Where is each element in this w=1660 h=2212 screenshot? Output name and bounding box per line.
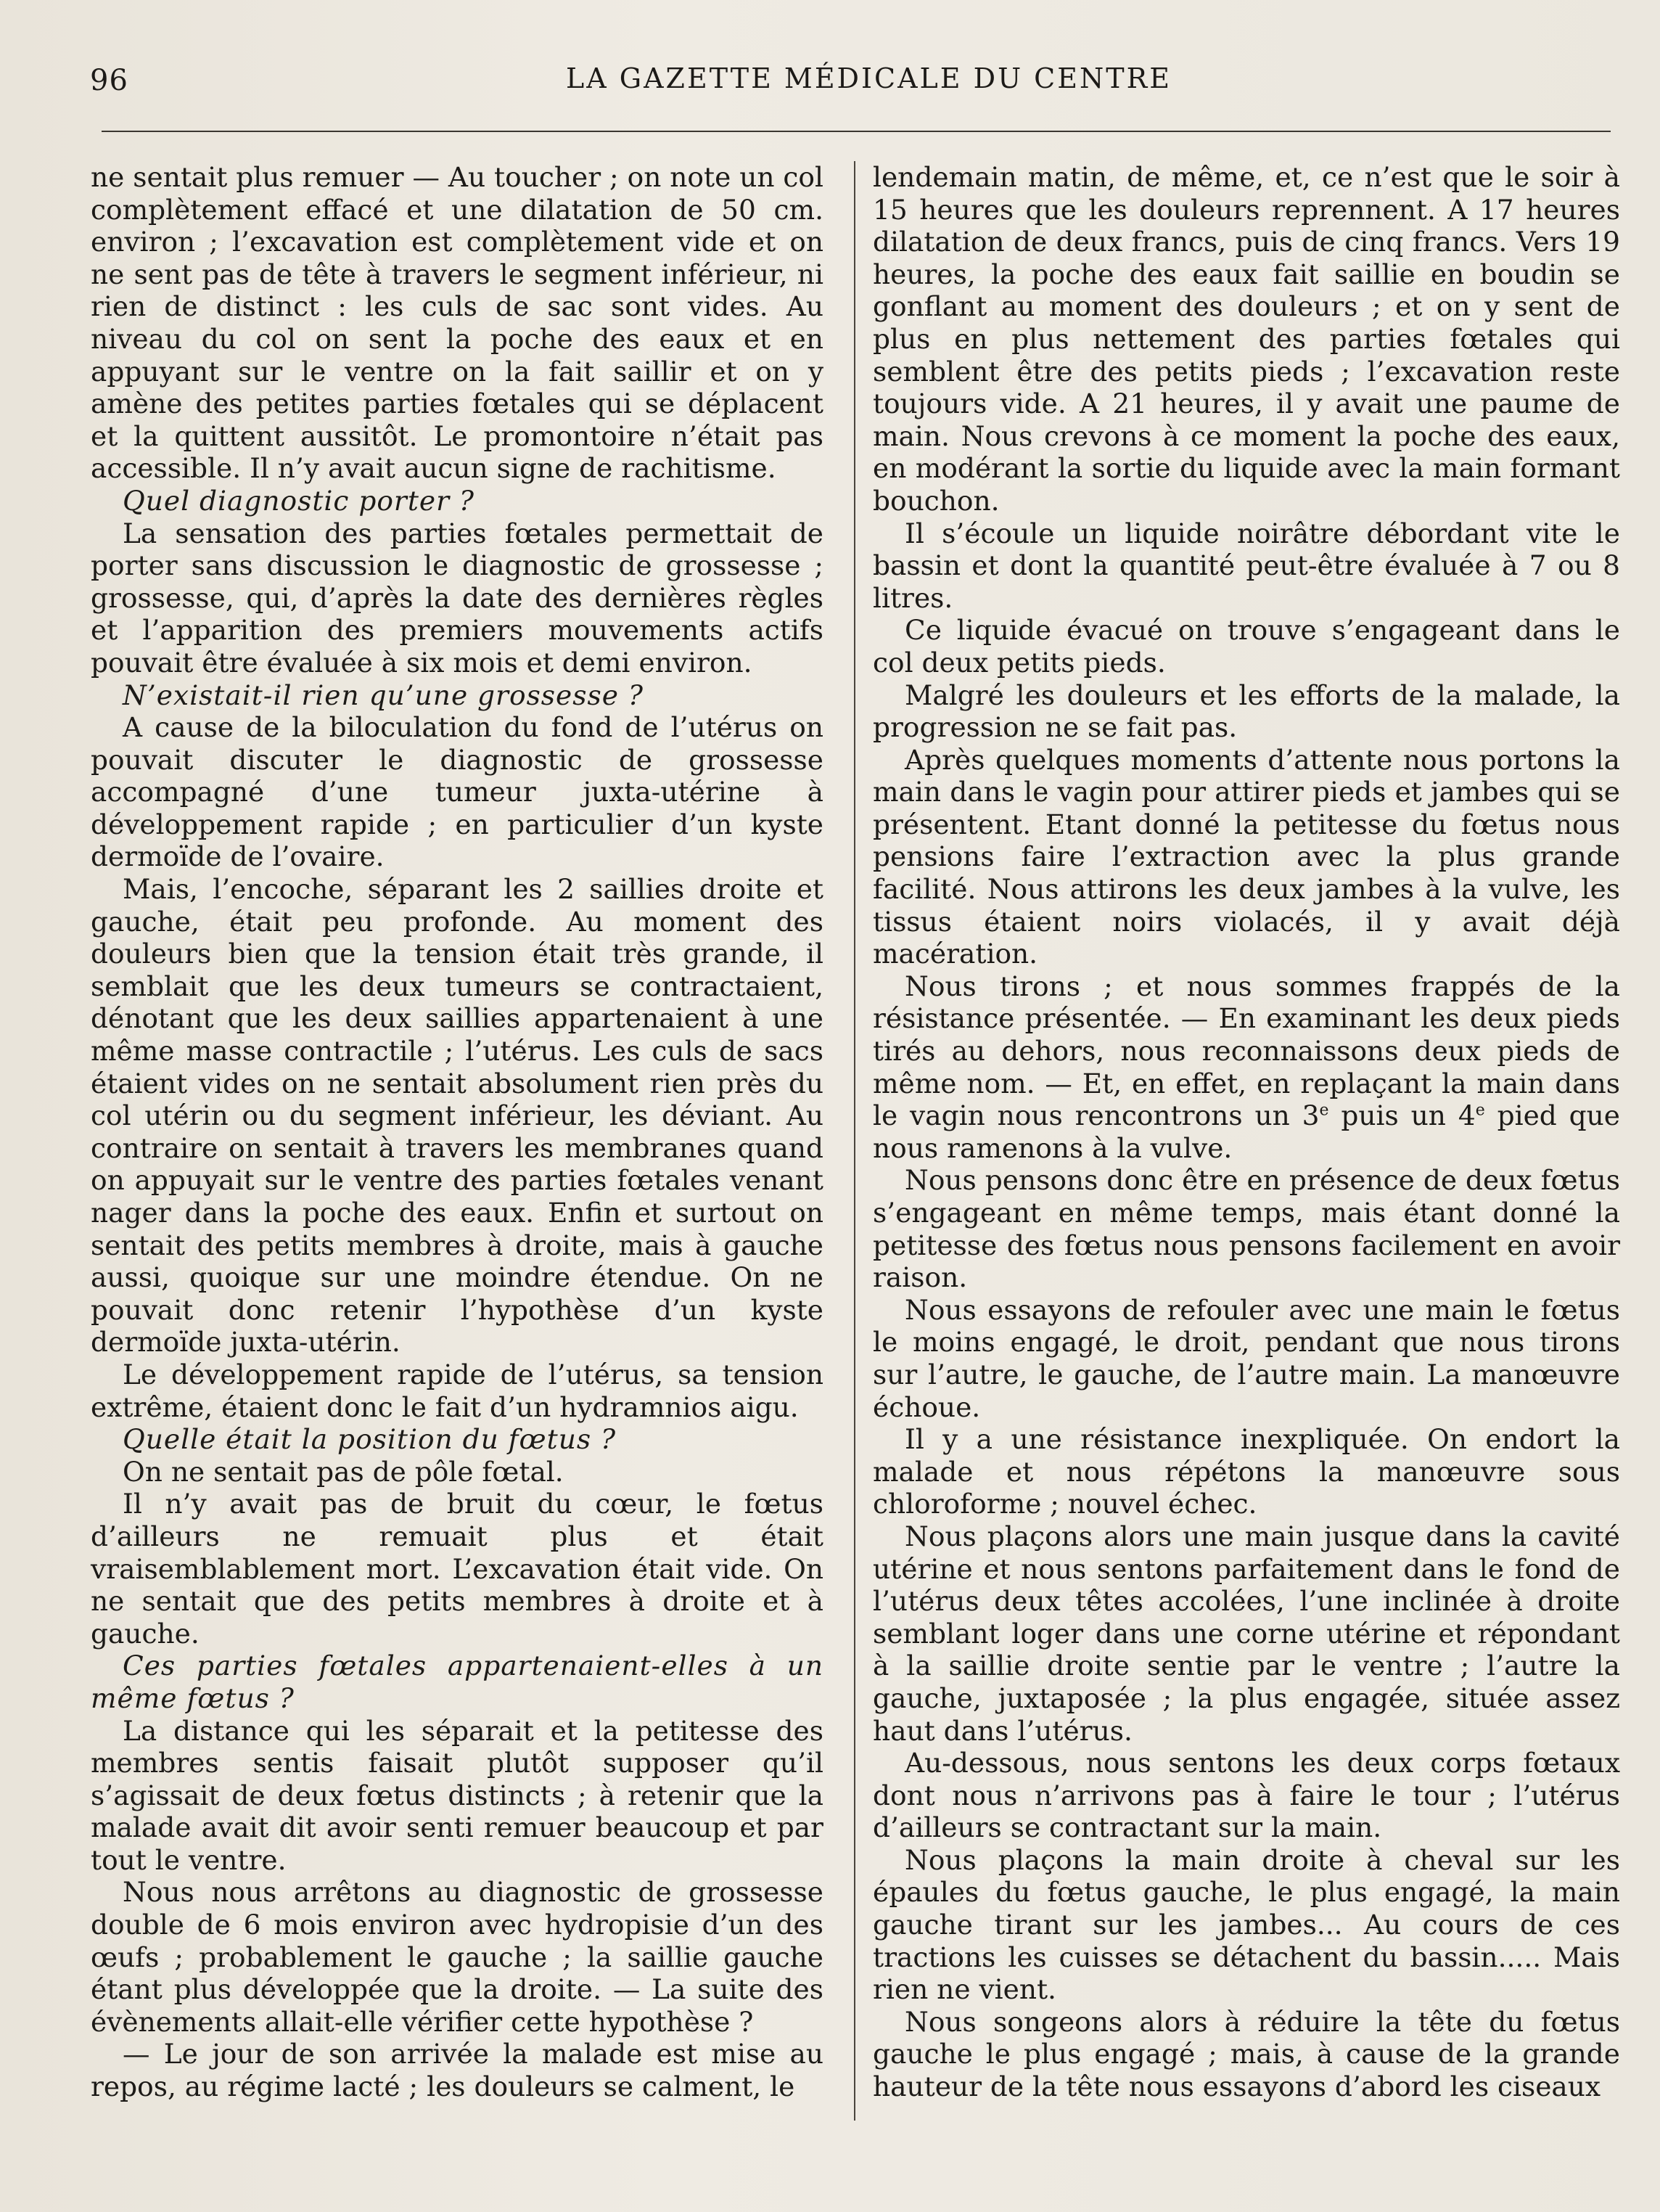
section-question: Ces parties fœtales appartenaient-elles à un même fœtus ? bbox=[91, 1650, 823, 1714]
body-paragraph: La sensation des parties fœtales permettait de porter sans discussion le diagnostic de grossesse ; grossesse, qui, d’après la date des dernières règles et l’apparition des premiers mouvements actifs pouvait être évaluée à six mois et demi environ. bbox=[91, 517, 823, 679]
right-column bbox=[873, 161, 1620, 2103]
column-divider bbox=[854, 161, 855, 2121]
ordinal-superscript: e bbox=[1319, 1101, 1329, 1120]
section-question: Quel diagnostic porter ? bbox=[123, 484, 475, 517]
page-number: 96 bbox=[90, 64, 128, 97]
body-paragraph: Nous tirons ; et nous sommes frappés de la résistance présentée. — En examinant les deux pieds tirés au dehors, nous reconnaissons deux pieds de même nom. — Et, en effet, en replaçant la main dans le vagin nous rencontrons un 3e puis un 4e pied que nous ramenons à la vulve. bbox=[873, 970, 1620, 1164]
body-paragraph: Nous plaçons alors une main jusque dans la cavité utérine et nous sentons parfaitement dans le fond de l’utérus deux têtes accolées, l’une inclinée à droite semblant loger dans une corne utérine et répondant à la saillie droite sentie par le ventre ; l’autre la gauche, juxtaposée ; la plus engagée, située assez haut dans l’utérus. bbox=[873, 1520, 1620, 1747]
body-paragraph: On ne sentait pas de pôle fœtal. bbox=[123, 1455, 564, 1488]
body-paragraph: Ce liquide évacué on trouve s’engageant dans le col deux petits pieds. bbox=[873, 614, 1620, 679]
body-paragraph: Nous essayons de refouler avec une main le fœtus le moins engagé, le droit, pendant que nous tirons sur l’autre, le gauche, de l’autre main. La manœuvre échoue. bbox=[873, 1293, 1620, 1423]
body-paragraph: A cause de la biloculation du fond de l’utérus on pouvait discuter le diagnostic de grossesse accompagné d’une tumeur juxta-utérine à développement rapide ; en particulier d’un kyste dermoïde de l’ovaire. bbox=[91, 711, 823, 873]
body-paragraph: Nous songeons alors à réduire la tête du fœtus gauche le plus engagé ; mais, à cause de la grande hauteur de la tête nous essayons d’abord les ciseaux bbox=[873, 2005, 1620, 2103]
journal-title: LA GAZETTE MÉDICALE DU CENTRE bbox=[566, 62, 1172, 94]
left-column bbox=[91, 161, 823, 2103]
ordinal-superscript: e bbox=[1475, 1101, 1485, 1120]
section-question: Quelle était la position du fœtus ? bbox=[123, 1423, 617, 1456]
section-question: N’existait-il rien qu’une grossesse ? bbox=[123, 679, 644, 711]
body-paragraph: ne sentait plus remuer — Au toucher ; on note un col complètement effacé et une dilatation de 50 cm. environ ; l’excavation est complètement vide et on ne sent pas de tête à travers le segment inférieur, ni rien de distinct : les culs de sac sont vides. Au niveau du col on sent la poche des eaux et en appuyant sur le ventre on la fait saillir et on y amène des petites parties fœtales qui se déplacent et la quittent aussitôt. Le promontoire n’était pas accessible. Il n’y avait aucun signe de rachitisme. bbox=[91, 161, 823, 485]
body-paragraph: La distance qui les séparait et la petitesse des membres sentis faisait plutôt supposer qu’il s’agissait de deux fœtus distincts ; à retenir que la malade avait dit avoir senti remuer beaucoup et par tout le ventre. bbox=[91, 1714, 823, 1876]
body-paragraph: Nous nous arrêtons au diagnostic de grossesse double de 6 mois environ avec hydropisie d’un des œufs ; probablement le gauche ; la saillie gauche étant plus développée que la droite. — La suite des évènements allait-elle vérifier cette hypothèse ? bbox=[91, 1876, 823, 2038]
page-header bbox=[87, 58, 1631, 102]
body-paragraph: Il y a une résistance inexpliquée. On endort la malade et nous répétons la manœuvre sous chloroforme ; nouvel échec. bbox=[873, 1423, 1620, 1520]
body-paragraph: Il s’écoule un liquide noirâtre débordant vite le bassin et dont la quantité peut-être évaluée à 7 ou 8 litres. bbox=[873, 517, 1620, 614]
body-paragraph: Nous pensons donc être en présence de deux fœtus s’engageant en même temps, mais étant donné la petitesse des fœtus nous pensons facilement en avoir raison. bbox=[873, 1164, 1620, 1294]
body-paragraph: Au-dessous, nous sentons les deux corps fœtaux dont nous n’arrivons pas à faire le tour ; l’utérus d’ailleurs se contractant sur la main. bbox=[873, 1747, 1620, 1844]
body-paragraph: Il n’y avait pas de bruit du cœur, le fœtus d’ailleurs ne remuait plus et était vraisemblablement mort. L’excavation était vide. On ne sentait que des petits membres à droite et à gauche. bbox=[91, 1488, 823, 1650]
body-paragraph: Malgré les douleurs et les efforts de la malade, la progression ne se fait pas. bbox=[873, 679, 1620, 744]
body-paragraph: — Le jour de son arrivée la malade est mise au repos, au régime lacté ; les douleurs se calment, le bbox=[91, 2038, 823, 2103]
body-paragraph: lendemain matin, de même, et, ce n’est que le soir à 15 heures que les douleurs reprennent. A 17 heures dilatation de deux francs, puis de cinq francs. Vers 19 heures, la poche des eaux fait saillie en boudin se gonflant au moment des douleurs ; et on y sent de plus en plus nettement des parties fœtales qui semblent être des petits pieds ; l’excavation reste toujours vide. A 21 heures, il y avait une paume de main. Nous crevons à ce moment la poche des eaux, en modérant la sortie du liquide avec la main formant bouchon. bbox=[873, 161, 1620, 517]
body-paragraph: Mais, l’encoche, séparant les 2 saillies droite et gauche, était peu profonde. Au moment des douleurs bien que la tension était très grande, il semblait que les deux tumeurs se contractaient, dénotant que les deux saillies appartenaient à une même masse contractile ; l’utérus. Les culs de sacs étaient vides on ne sentait absolument rien près du col utérin ou du segment inférieur, les déviant. Au contraire on sentait à travers les membranes quand on appuyait sur le ventre des parties fœtales venant nager dans la poche des eaux. Enfin et surtout on sentait des petits membres à droite, mais à gauche aussi, quoique sur une moindre étendue. On ne pouvait donc retenir l’hypothèse d’un kyste dermoïde juxta-utérin. bbox=[91, 873, 823, 1359]
body-paragraph: Après quelques moments d’attente nous portons la main dans le vagin pour attirer pieds et jambes qui se présentent. Etant donné la petitesse du fœtus nous pensions faire l’extraction avec la plus grande facilité. Nous attirons les deux jambes à la vulve, les tissus étaient noirs violacés, il y avait déjà macération. bbox=[873, 743, 1620, 970]
body-paragraph: Le développement rapide de l’utérus, sa tension extrême, étaient donc le fait d’un hydramnios aigu. bbox=[91, 1358, 823, 1423]
body-paragraph: Nous plaçons la main droite à cheval sur les épaules du fœtus gauche, le plus engagé, la main gauche tirant sur les jambes... Au cours de ces tractions les cuisses se détachent du bassin..... Mais rien ne vient. bbox=[873, 1843, 1620, 2006]
header-rule bbox=[102, 131, 1611, 132]
